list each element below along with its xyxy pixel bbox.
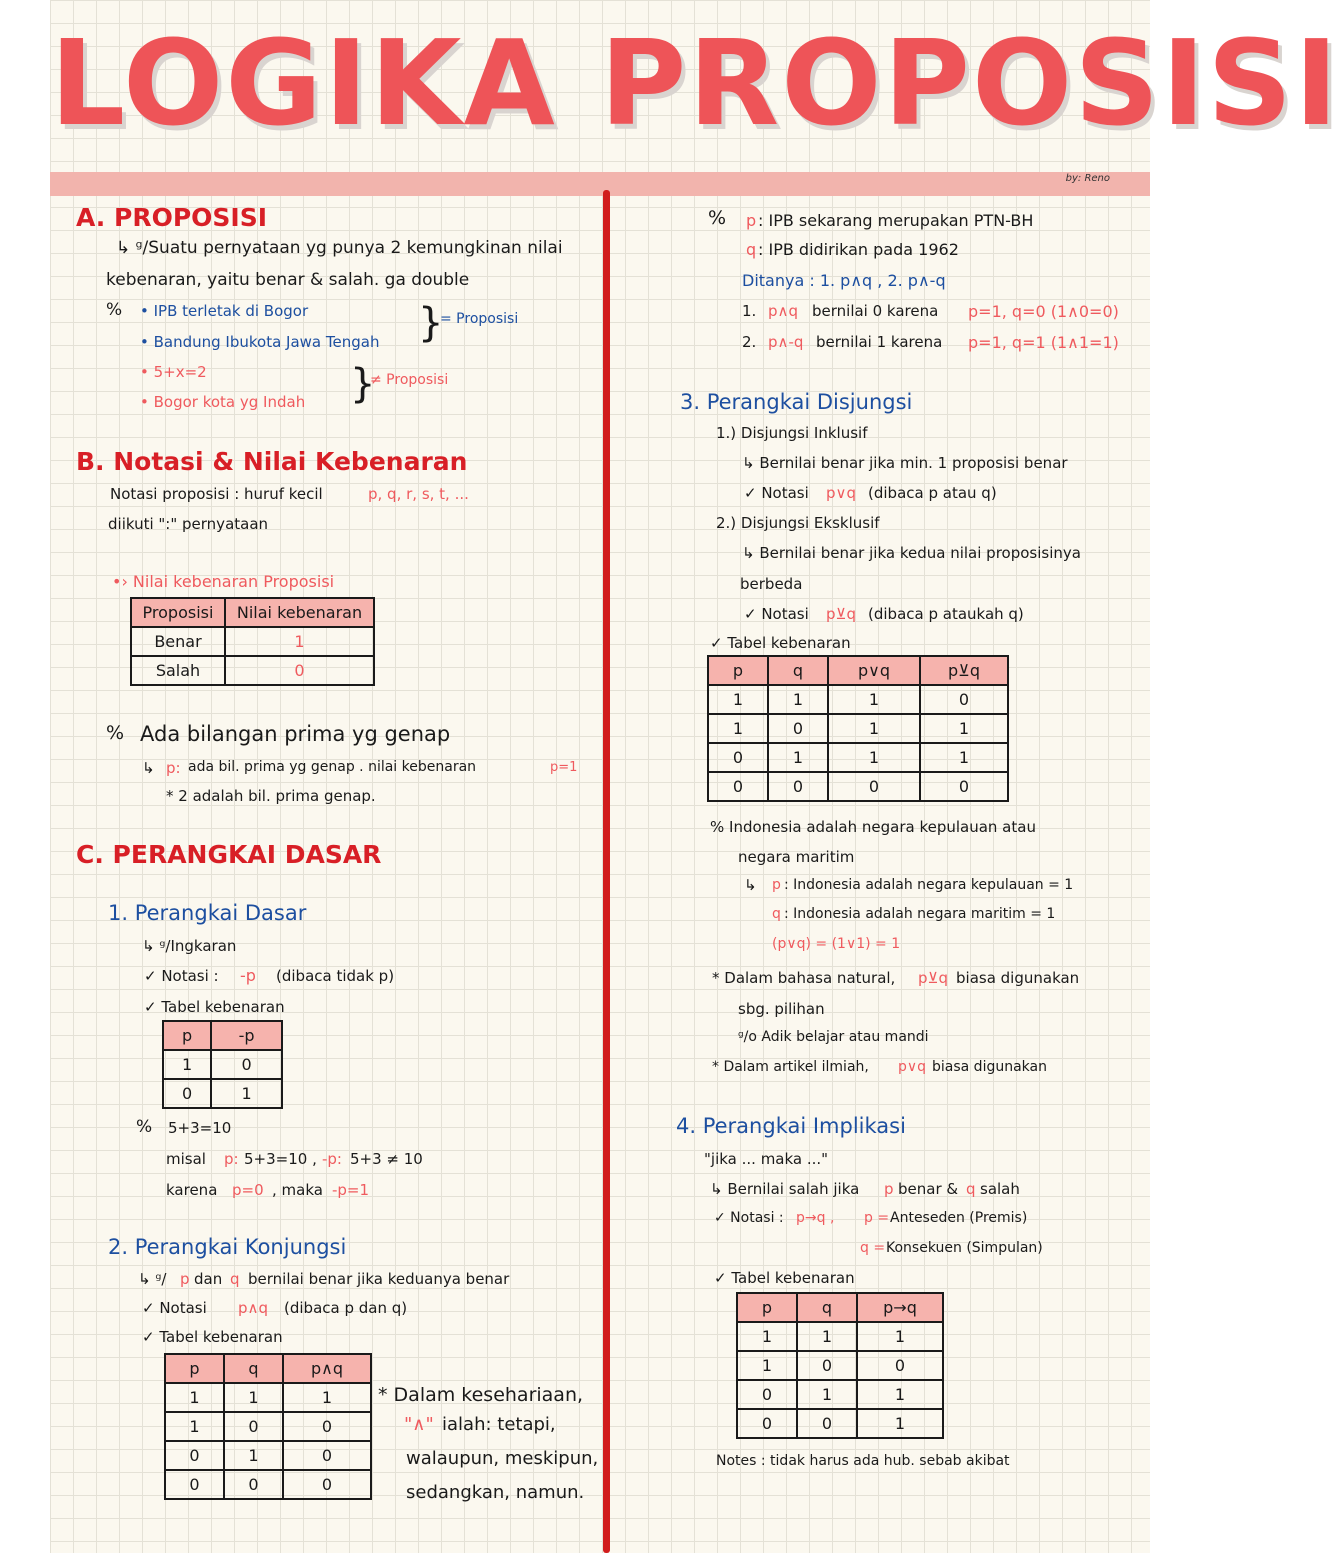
table-row [737,1351,943,1380]
table-cell: 0 [708,743,768,772]
subsection-2-title: 2. Perangkai Konjungsi [108,1235,347,1259]
table-cell: 0 [708,772,768,801]
subsection-3-example-result: (p∨q) = (1∨1) = 1 [772,936,901,952]
table-cell: 0 [857,1351,943,1380]
table-cell: 0 [828,772,920,801]
table-cell: 1 [768,685,828,714]
table-cell: 0 [224,1470,283,1499]
subsection-1-example-1: 5+3=10 [168,1119,232,1137]
table-row [708,743,1008,772]
section-b-subheading: •› Nilai kebenaran Proposisi [112,572,335,591]
right-q-text: : IPB didirikan pada 1962 [758,240,959,259]
subsection-3-example-p-text: : Indonesia adalah negara kepulauan = 1 [784,877,1074,893]
table-header: -p [211,1021,282,1050]
table-cell: 1 [828,714,920,743]
subsection-4-p-label: p = [864,1210,890,1226]
subsection-3-inclusive: 1.) Disjungsi Inklusif [716,424,868,442]
section-b-example-value: p=1 [550,760,578,775]
subsection-3-inclusive-symbol: p∨q [826,484,857,502]
section-b-example-note: * 2 adalah bil. prima genap. [166,787,376,805]
subsection-3-table-label: ✓ Tabel kebenaran [710,634,851,652]
implication-table [736,1292,944,1439]
subsection-3-note-4: * Dalam artikel ilmiah, [712,1059,869,1075]
subsection-1-example-not-p-one: -p=1 [332,1181,370,1199]
subsection-4-antecedent: Anteseden (Premis) [890,1210,1028,1226]
byline: by: Reno [1065,173,1110,184]
subsection-3-inclusive-notation: ✓ Notasi [744,484,809,502]
subsection-3-exclusive-notation: ✓ Notasi [744,605,809,623]
table-row [165,1441,371,1470]
subsection-3-note-4-symbol: p∨q [898,1059,927,1075]
table-cell: 1 [211,1079,282,1108]
subsection-4-consequent: Konsekuen (Simpulan) [886,1240,1043,1256]
table-header: p [737,1293,797,1322]
section-b-notation-text: Notasi proposisi : huruf kecil [110,485,323,503]
subsection-1-table-label: ✓ Tabel kebenaran [144,998,285,1016]
table-header: p [708,656,768,685]
subsection-2-note-symbol: "∧" [404,1414,434,1435]
right-answer-2-values: p=1, q=1 (1∧1=1) [968,333,1119,352]
subsection-3-inclusive-def: ↳ Bernilai benar jika min. 1 proposisi benar [742,454,1068,472]
subsection-2-def-q: q [230,1270,240,1288]
subsection-2-table-label: ✓ Tabel kebenaran [142,1328,283,1346]
table-cell: 0 [737,1380,797,1409]
page-title: LOGIKA PROPOSISI [50,14,1340,152]
section-b-notation-letters: p, q, r, s, t, ... [368,485,469,503]
table-cell: 0 [283,1441,371,1470]
table-header: p→q [857,1293,943,1322]
title-band [50,172,1150,196]
table-header: Proposisi [131,598,225,627]
subsection-2-def-dan: dan [194,1270,223,1288]
subsection-3-exclusive-def: ↳ Bernilai benar jika kedua nilai proposisinya [742,544,1081,562]
table-cell: 1 [224,1441,283,1470]
subsection-3-exclusive-reading: (dibaca p ataukah q) [868,605,1024,623]
table-cell: 0 [283,1412,371,1441]
right-answer-2-expr: p∧-q [768,333,804,351]
table-cell: 0 [920,772,1008,801]
right-answer-1-values: p=1, q=0 (1∧0=0) [968,302,1119,321]
conjunction-table [164,1353,372,1500]
subsection-1-title: 1. Perangkai Dasar [108,901,307,925]
subsection-3-exclusive: 2.) Disjungsi Eksklusif [716,514,880,532]
subsection-4-phrase: "jika ... maka ..." [704,1150,829,1168]
right-p-text: : IPB sekarang merupakan PTN-BH [758,211,1034,230]
right-answer-2-number: 2. [742,333,757,351]
section-a-heading: A. PROPOSISI [76,203,268,232]
table-cell: Benar [131,627,225,656]
table-cell: 1 [797,1322,857,1351]
subsection-1-notation: ✓ Notasi : [144,967,219,985]
subsection-3-note-1-symbol: p⊻q [918,969,949,987]
table-cell: 0 [737,1409,797,1438]
subsection-2-def-arrow: ↳ ᵍ/ [138,1270,167,1288]
subsection-4-notes: Notes : tidak harus ada hub. sebab akibat [716,1453,1010,1469]
subsection-2-note-1: * Dalam kesehariaan, [378,1384,584,1406]
table-row [131,656,374,685]
table-header: p∨q [828,656,920,685]
table-row [737,1322,943,1351]
table-row [163,1050,282,1079]
section-b-example-statement: Ada bilangan prima yg genap [140,722,451,746]
table-row [165,1412,371,1441]
subsection-3-exclusive-def-2: berbeda [740,575,803,593]
subsection-1-example-karena: karena [166,1181,218,1199]
subsection-3-note-2: sbg. pilihan [738,1000,825,1018]
section-a-group-2-label: ≠ Proposisi [370,372,449,388]
table-cell: 0 [211,1050,282,1079]
subsection-3-note-4-end: biasa digunakan [932,1059,1047,1075]
brace-icon: } [418,300,444,346]
subsection-2-def-text: bernilai benar jika keduanya benar [248,1270,510,1288]
section-a-definition-1: ↳ ᵍ/Suatu pernyataan yg punya 2 kemungkinan nilai [116,238,563,258]
section-b-example-p: p: [166,759,181,777]
table-row [708,772,1008,801]
table-cell: 1 [708,685,768,714]
table-header: p⊻q [920,656,1008,685]
subsection-3-note-3: ᵍ/o Adik belajar atau mandi [738,1029,929,1045]
subsection-3-example-p: p [772,877,781,893]
subsection-4-def-q: q [966,1180,976,1198]
subsection-4-table-label: ✓ Tabel kebenaran [714,1269,855,1287]
right-q-label: q [746,240,757,259]
subsection-1-example-p-value: 5+3=10 , [244,1150,317,1168]
subsection-3-example-q: q [772,906,781,922]
section-c-heading: C. PERANGKAI DASAR [76,840,382,869]
disjunction-table [707,655,1009,802]
subsection-2-notation: ✓ Notasi [142,1299,207,1317]
section-a-example-1: • IPB terletak di Bogor [140,302,309,320]
negation-table [162,1020,283,1109]
subsection-3-example-arrow: ↳ [744,876,757,894]
table-row [163,1079,282,1108]
table-cell: 1 [797,1380,857,1409]
subsection-2-notation-reading: (dibaca p dan q) [284,1299,408,1317]
table-cell: 0 [797,1351,857,1380]
subsection-2-note-2: ialah: tetapi, [442,1414,556,1435]
table-cell: 0 [797,1409,857,1438]
right-answer-1-expr: p∧q [768,302,799,320]
section-a-example-4: • Bogor kota yg Indah [140,393,306,411]
table-cell: 1 [224,1383,283,1412]
table-cell: 1 [768,743,828,772]
table-cell: 0 [165,1470,224,1499]
subsection-4-def-benar: benar & [898,1180,959,1198]
table-cell: 0 [163,1079,211,1108]
subsection-2-note-3: walaupun, meskipun, [406,1448,599,1469]
table-cell: 1 [225,627,374,656]
brace-icon: } [350,361,376,407]
subsection-3-example-2: negara maritim [738,848,855,866]
table-cell: 1 [857,1322,943,1351]
table-cell: 1 [737,1322,797,1351]
section-b-example-arrow: ↳ [142,759,155,777]
table-cell: 1 [828,743,920,772]
table-cell: 0 [920,685,1008,714]
subsection-2-notation-symbol: p∧q [238,1299,269,1317]
table-header: q [797,1293,857,1322]
right-answer-1-number: 1. [742,302,757,320]
subsection-1-example-p: p: [224,1150,239,1168]
subsection-1-definition: ↳ ᵍ/Ingkaran [142,937,237,955]
subsection-4-notation: ✓ Notasi : [714,1210,784,1226]
subsection-3-example-1: % Indonesia adalah negara kepulauan atau [710,818,1036,836]
table-cell: 0 [768,772,828,801]
subsection-2-note-4: sedangkan, namun. [406,1482,585,1503]
subsection-4-def-salah: salah [980,1180,1020,1198]
subsection-1-notation-reading: (dibaca tidak p) [276,967,395,985]
table-row [165,1470,371,1499]
table-cell: 1 [857,1409,943,1438]
table-cell: 0 [224,1412,283,1441]
right-answer-2-text: bernilai 1 karena [816,333,943,351]
right-ditanya: Ditanya : 1. p∧q , 2. p∧-q [742,271,946,290]
table-cell: 1 [828,685,920,714]
table-cell: 0 [225,656,374,685]
subsection-4-title: 4. Perangkai Implikasi [676,1114,906,1138]
note-page [50,0,1340,1553]
table-cell: 1 [283,1383,371,1412]
table-cell: 1 [920,714,1008,743]
section-b-notation-line-2: diikuti ":" pernyataan [108,515,269,533]
subsection-3-note-1-end: biasa digunakan [956,969,1080,987]
table-header: q [768,656,828,685]
table-row [737,1380,943,1409]
table-cell: 1 [165,1412,224,1441]
subsection-3-exclusive-symbol: p⊻q [826,605,857,623]
table-cell: 1 [920,743,1008,772]
table-header: q [224,1354,283,1383]
subsection-1-example-maka: , maka [272,1181,323,1199]
table-header: p∧q [283,1354,371,1383]
truth-value-table [130,597,375,686]
section-b-example-mark: % [106,722,125,744]
subsection-1-notation-symbol: -p [240,966,256,985]
table-cell: 0 [165,1441,224,1470]
table-cell: 1 [165,1383,224,1412]
table-header: p [165,1354,224,1383]
table-row [708,685,1008,714]
right-example-mark: % [708,207,727,229]
subsection-3-inclusive-reading: (dibaca p atau q) [868,484,997,502]
subsection-4-q-label: q = [860,1240,886,1256]
section-b-example-text: ada bil. prima yg genap . nilai kebenaran [188,759,477,775]
table-cell: 1 [737,1351,797,1380]
table-cell: 1 [857,1380,943,1409]
table-row [708,714,1008,743]
column-divider [603,190,610,1553]
section-a-example-3: • 5+x=2 [140,363,207,381]
section-a-example-mark: % [106,300,123,320]
table-header: Nilai kebenaran [225,598,374,627]
table-cell: 0 [283,1470,371,1499]
table-header: p [163,1021,211,1050]
table-cell: 1 [708,714,768,743]
table-row [131,627,374,656]
subsection-1-example-not-p-value: 5+3 ≠ 10 [350,1150,423,1168]
table-row [737,1409,943,1438]
subsection-3-example-q-text: : Indonesia adalah negara maritim = 1 [784,906,1056,922]
subsection-1-example-not-p: -p: [322,1150,342,1168]
subsection-1-example-misal: misal [166,1150,206,1168]
section-a-example-2: • Bandung Ibukota Jawa Tengah [140,333,380,351]
table-cell: 1 [163,1050,211,1079]
subsection-3-title: 3. Perangkai Disjungsi [680,390,913,414]
subsection-1-example-p-zero: p=0 [232,1181,264,1199]
section-b-heading: B. Notasi & Nilai Kebenaran [76,447,468,476]
table-row [165,1383,371,1412]
right-answer-1-text: bernilai 0 karena [812,302,939,320]
section-a-group-1-label: = Proposisi [440,311,519,327]
subsection-4-def-p: p [884,1180,894,1198]
subsection-2-def-p: p [180,1270,190,1288]
subsection-1-example-mark: % [136,1117,153,1137]
subsection-3-note-1: * Dalam bahasa natural, [712,969,896,987]
right-p-label: p [746,211,757,230]
subsection-4-notation-symbol: p→q , [796,1210,835,1226]
table-cell: 0 [768,714,828,743]
table-cell: Salah [131,656,225,685]
section-a-definition-2: kebenaran, yaitu benar & salah. ga double [106,270,470,290]
subsection-4-def: ↳ Bernilai salah jika [710,1180,860,1198]
